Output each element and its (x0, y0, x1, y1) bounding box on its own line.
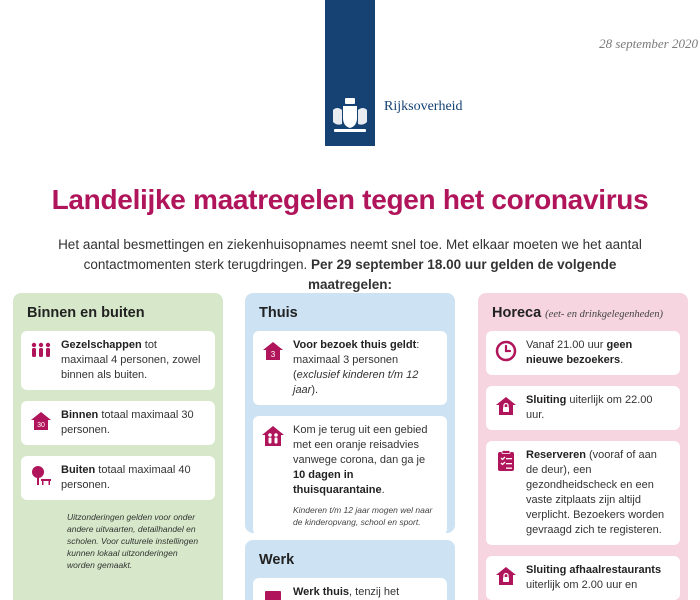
svg-text:3: 3 (270, 350, 276, 359)
card-werk-thuis: Werk thuis, tenzij het (253, 578, 447, 600)
people-group-icon (29, 339, 53, 363)
page-title: Landelijke maatregelen tegen het coronavirus (51, 184, 649, 215)
intro-bold: Per 29 september 18.00 uur gelden de volgende maatregelen: (307, 257, 617, 292)
date-label: 28 september 2020 (599, 36, 698, 51)
house-lock-icon (494, 564, 518, 588)
panel-heading: Horeca (eet- en drinkgelegenheden) (492, 305, 663, 321)
panel-horeca (478, 293, 688, 600)
house-30-icon (29, 409, 53, 433)
coat-of-arms-icon (330, 96, 370, 134)
intro-text (40, 235, 660, 295)
card-reserveren: Reserveren (vooraf of aan de deur), een gezondheidscheck en een vaste zitplaats zijn altijd verplicht. Bezoekers worden gevraagd zich te registeren. (486, 441, 680, 545)
clipboard-checklist-icon (494, 449, 518, 473)
laptop-icon (261, 586, 285, 600)
panel-binnen-buiten (13, 293, 223, 600)
card-geen-nieuwe-bezoekers: Vanaf 21.00 uur geen nieuwe bezoekers. (486, 331, 680, 375)
intro-plain: Het aantal besmettingen en ziekenhuisopnames neemt snel toe. Met elkaar moeten we het aantal contactmomenten sterk terugdringen. (58, 237, 642, 272)
panel-heading: Binnen en buiten (27, 305, 145, 321)
card-bezoek-thuis: 3 Voor bezoek thuis geldt: maximaal 3 personen (exclusief kinderen t/m 12 jaar). (253, 331, 447, 405)
panel-heading: Werk (259, 552, 295, 568)
card-buiten: Buiten totaal maximaal 40 personen. (21, 456, 215, 500)
card-binnen: 30 Binnen totaal maximaal 30 personen. (21, 401, 215, 445)
card-gezelschappen: Gezelschappen tot maximaal 4 personen, zowel binnen als buiten. (21, 331, 215, 390)
clock-icon (494, 339, 518, 363)
exceptions-note: Uitzonderingen gelden voor onder andere uitvaarten, detailhandel en scholen. Voor culturele instellingen kunnen lokaal uitzonderingen worden gemaakt. (67, 512, 199, 570)
panel-heading: Thuis (259, 305, 298, 321)
card-sluiting: Sluiting uiterlijk om 22.00 uur. (486, 386, 680, 430)
logo-text: Rijksoverheid (384, 99, 463, 114)
card-afhaalrestaurants: Sluiting afhaalrestaurants uiterlijk om 2.00 uur en (486, 556, 680, 600)
family-house-icon (261, 424, 285, 448)
card-thuisquarantaine: Kom je terug uit een gebied met een oranje reisadvies vanwege corona, dan ga je 10 dagen in thuisquarantaine. Kinderen t/m 12 jaar mogen wel naar de kinderopvang, school en sport. (253, 416, 447, 535)
svg-text:30: 30 (37, 422, 45, 429)
panel-werk (245, 540, 455, 600)
tree-bench-icon (29, 464, 53, 488)
quarantine-note: Kinderen t/m 12 jaar mogen wel naar de kinderopvang, school en sport. (293, 505, 433, 527)
house-3-icon (261, 339, 285, 363)
panel-subheading: (eet- en drinkgelegenheden) (545, 309, 663, 320)
house-lock-icon (494, 394, 518, 418)
panel-thuis (245, 293, 455, 533)
